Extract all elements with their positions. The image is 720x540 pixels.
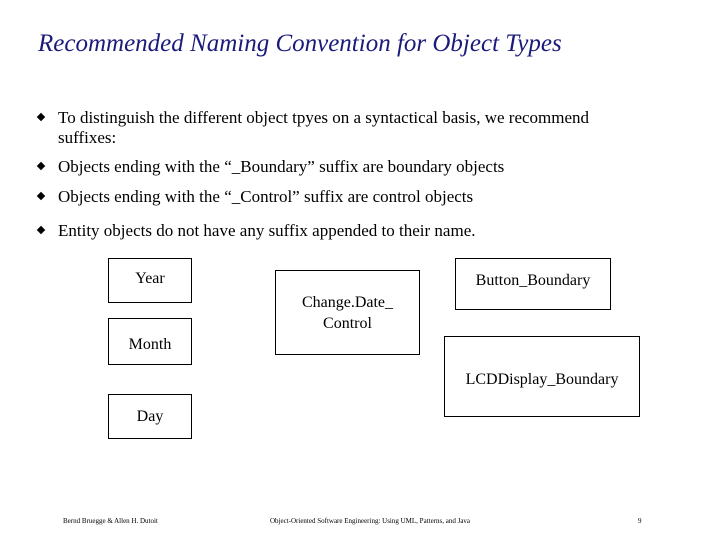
diamond-bullet-icon	[37, 192, 45, 200]
diamond-bullet-icon	[37, 113, 45, 121]
footer-book-title: Object-Oriented Software Engineering: Using UML, Patterns, and Java	[270, 517, 471, 525]
button-boundary-label: Button_Boundary	[475, 272, 591, 289]
change-date-control-box	[275, 270, 420, 355]
year-label: Year	[135, 270, 165, 287]
bullet-text: Objects ending with the “_Boundary” suffix are boundary objects	[58, 157, 505, 176]
lcd-display-boundary-box	[444, 336, 640, 417]
slide-title: Recommended Naming Convention for Object Types	[38, 30, 562, 57]
month-object-box	[108, 318, 192, 365]
day-object-box	[108, 394, 192, 439]
footer-authors: Bernd Bruegge & Allen H. Dutoit	[63, 517, 158, 525]
year-object-box	[108, 258, 192, 303]
diamond-bullet-icon	[37, 226, 45, 234]
change-date-control-label-line2: Control	[323, 315, 372, 332]
footer-page-number: 9	[638, 517, 642, 525]
day-label: Day	[136, 408, 164, 425]
button-boundary-box	[455, 258, 611, 310]
diamond-bullet-icon	[37, 162, 45, 170]
lcd-display-boundary-label: LCDDisplay_Boundary	[465, 371, 619, 388]
bullet-text: Objects ending with the “_Control” suffix are control objects	[58, 187, 474, 206]
change-date-control-label-line1: Change.Date_	[301, 294, 394, 311]
bullet-text: To distinguish the different object tpyes on a syntactical basis, we recommend suffixes:	[58, 108, 590, 147]
bullet-text: Entity objects do not have any suffix appended to their name.	[58, 221, 476, 240]
month-label: Month	[128, 336, 172, 353]
